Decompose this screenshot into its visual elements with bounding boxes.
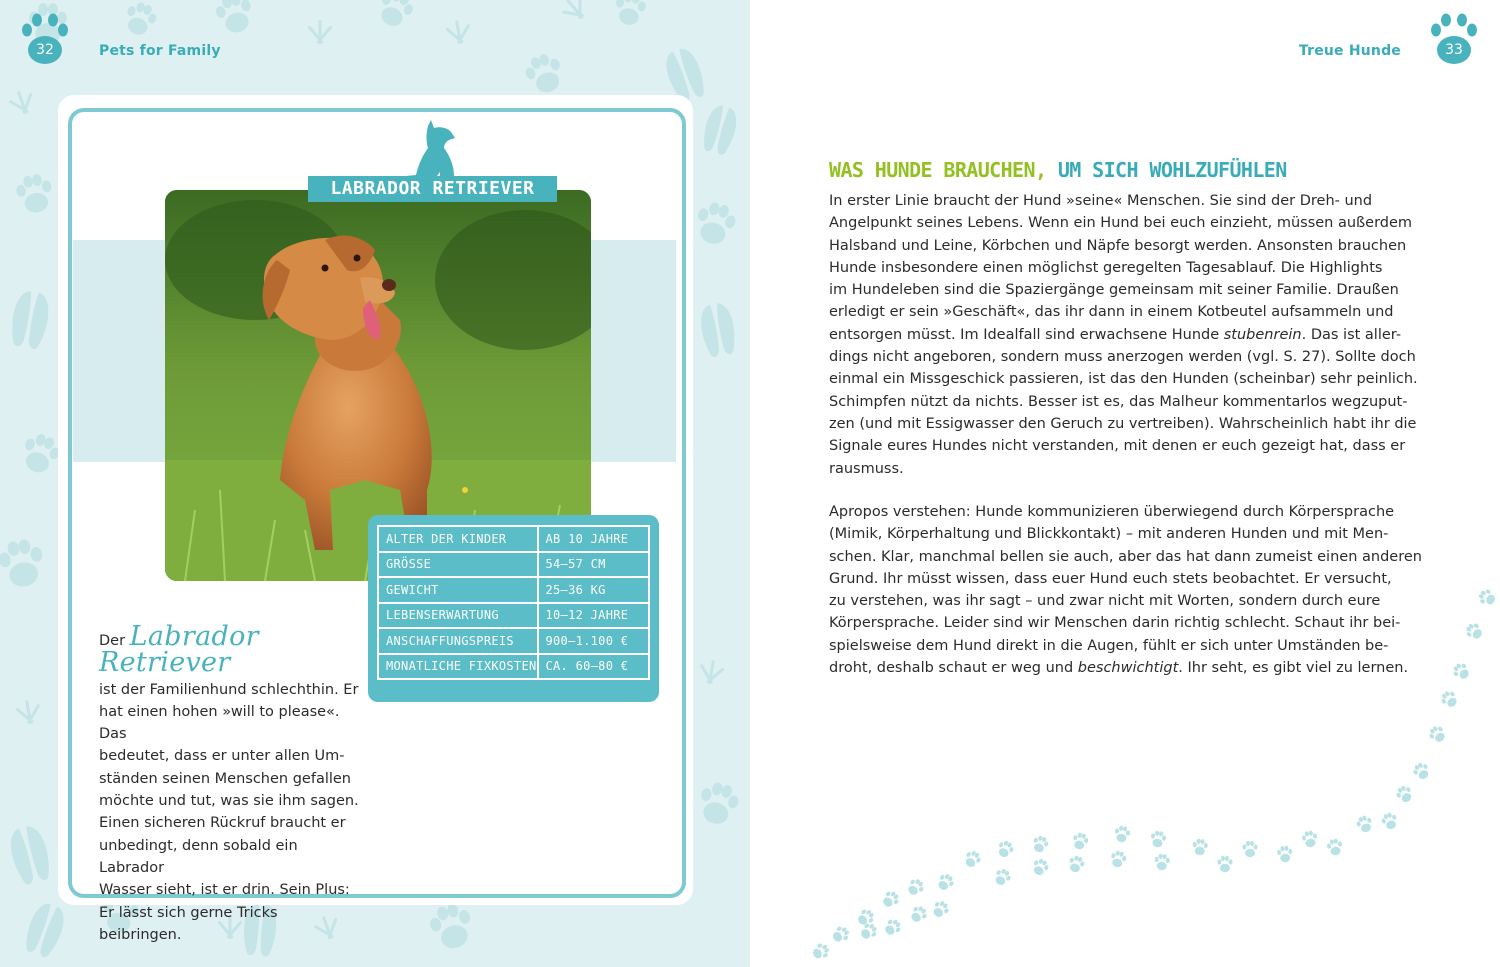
text-line: Apropos verstehen: Hunde kommunizieren überwiegend durch Körpersprache: [829, 504, 1395, 520]
text-line: [829, 657, 1409, 679]
text-line: spielsweise dem Hund direkt in die Augen, fühlt er sich unter Umständen be-: [829, 637, 1389, 654]
intro-line: hat einen hohen »will to please«. Das: [99, 703, 340, 743]
intro-line: unbedingt, denn sobald ein Labrador: [99, 837, 298, 876]
stat-label: ANSCHAFFUNGSPREIS: [378, 628, 538, 654]
table-row: [378, 577, 649, 603]
running-head-right: Treue Hunde: [1298, 43, 1401, 59]
stat-value: 900–1.100 €: [538, 628, 650, 654]
text-line: Angelpunkt seines Lebens. Wenn ein Hund bei euch einzieht, müssen außerdem: [829, 215, 1413, 232]
text-line: dings nicht angeboren, sondern muss anerzogen werden (vgl. S. 27). Sollte doch: [829, 349, 1416, 366]
text-segment: . Ihr seht, es gibt viel zu lernen.: [1178, 660, 1409, 677]
intro-line: möchte und tut, was sie ihm sagen.: [99, 793, 359, 810]
stat-value: 25–36 KG: [538, 577, 650, 603]
text-line: rausmuss.: [829, 460, 904, 477]
intro-line: ständen seinen Menschen gefallen: [99, 770, 351, 787]
text-segment: droht, deshalb schaut er weg und: [829, 660, 1078, 677]
intro-line: Einen sicheren Rückruf braucht er: [99, 815, 346, 832]
table-row: [378, 526, 649, 552]
page-number-left: [20, 10, 70, 62]
intro-line: Wasser sieht, ist er drin. Sein Plus:: [99, 882, 350, 899]
page-number-text: 32: [36, 42, 54, 58]
text-line: erledigt er sein »Geschäft«, das ihr dann in einem Kotbeutel aufsammeln und: [829, 304, 1394, 321]
breed-title: LABRADOR RETRIEVER: [308, 176, 557, 202]
table-row: [378, 603, 649, 629]
text-line: Halsband und Leine, Körbchen und Näpfe besorgt werden. Ansonsten brauchen: [829, 237, 1407, 254]
intro-word: Der: [99, 633, 126, 649]
stat-value: CA. 60–80 €: [538, 654, 650, 680]
table-row: [378, 552, 649, 578]
table-row: [378, 628, 649, 654]
breed-intro-text: [99, 621, 364, 946]
text-line: Hunde insbesondere einen möglichst geregelten Tagesablauf. Die Highlights: [829, 259, 1383, 276]
stat-label: ALTER DER KINDER: [378, 526, 538, 552]
stat-value: 10–12 JAHRE: [538, 603, 650, 629]
intro-breed-name: Labrador Retriever: [99, 621, 259, 679]
page-number-text: 33: [1445, 42, 1463, 58]
body-paragraph-1: [829, 190, 1418, 480]
text-line: Signale eures Hundes nicht verstanden, mit denen er euch gezeigt hat, dass er: [829, 438, 1406, 455]
stat-label: MONATLICHE FIXKOSTEN: [378, 654, 538, 680]
stats-table: [377, 525, 650, 680]
stat-label: LEBENSERWARTUNG: [378, 603, 538, 629]
intro-line: bedeutet, dass er unter allen Um-: [99, 748, 345, 765]
stat-value: 54–57 CM: [538, 552, 650, 578]
text-line: einmal ein Missgeschick passieren, ist das den Hunden (scheinbar) sehr peinlich.: [829, 371, 1418, 388]
section-title-part2: UM SICH WOHLZUFÜHLEN: [1057, 158, 1287, 182]
running-head-left: Pets for Family: [99, 43, 221, 59]
section-title: [829, 158, 1287, 182]
stat-label: GEWICHT: [378, 577, 538, 603]
text-segment: entsorgen müsst. Im Idealfall sind erwachsene Hunde: [829, 326, 1224, 343]
stat-label: GRÖSSE: [378, 552, 538, 578]
text-line: schen. Klar, manchmal bellen sie auch, aber das hat dann zumeist einen anderen: [829, 548, 1422, 565]
text-line: Körpersprache. Leider sind wir Menschen darin richtig schlecht. Schaut ihr bei-: [829, 615, 1401, 632]
text-line: Grund. Ihr müsst wissen, dass euer Hund euch stets beobachtet. Er versucht,: [829, 570, 1392, 587]
body-paragraph-2: [829, 501, 1422, 679]
emphasis-beschwichtigt: beschwichtigt: [1077, 660, 1179, 677]
intro-line: ist der Familienhund schlechthin. Er: [99, 681, 359, 698]
table-row: [378, 654, 649, 680]
sitting-dog-icon: [400, 120, 464, 182]
text-line: zen (und mit Essigwasser den Geruch zu vertreiben). Wahrscheinlich habt ihr die: [829, 415, 1417, 432]
text-line: zu verstehen, was ihr sagt – und zwar nicht mit Worten, sondern durch eure: [829, 593, 1381, 610]
text-line: Schimpfen nützt da nichts. Besser ist es, das Malheur kommentarlos wegzuput-: [829, 393, 1408, 410]
emphasis-stubenrein: stubenrein: [1223, 326, 1302, 343]
page-number-right: [1429, 10, 1479, 62]
intro-line: Er lässt sich gerne Tricks beibringen.: [99, 904, 278, 943]
text-line: In erster Linie braucht der Hund »seine« Menschen. Sie sind der Dreh- und: [829, 193, 1373, 209]
text-segment: . Das ist aller-: [1301, 326, 1402, 343]
text-line: [829, 324, 1403, 346]
stat-value: AB 10 JAHRE: [538, 526, 650, 552]
section-title-part1: WAS HUNDE BRAUCHEN,: [829, 158, 1047, 182]
text-line: im Hundeleben sind die Spaziergänge gemeinsam mit seiner Familie. Draußen: [829, 282, 1399, 299]
text-line: (Mimik, Körperhaltung und Blickkontakt) – mit anderen Hunden und mit Men-: [829, 526, 1389, 543]
